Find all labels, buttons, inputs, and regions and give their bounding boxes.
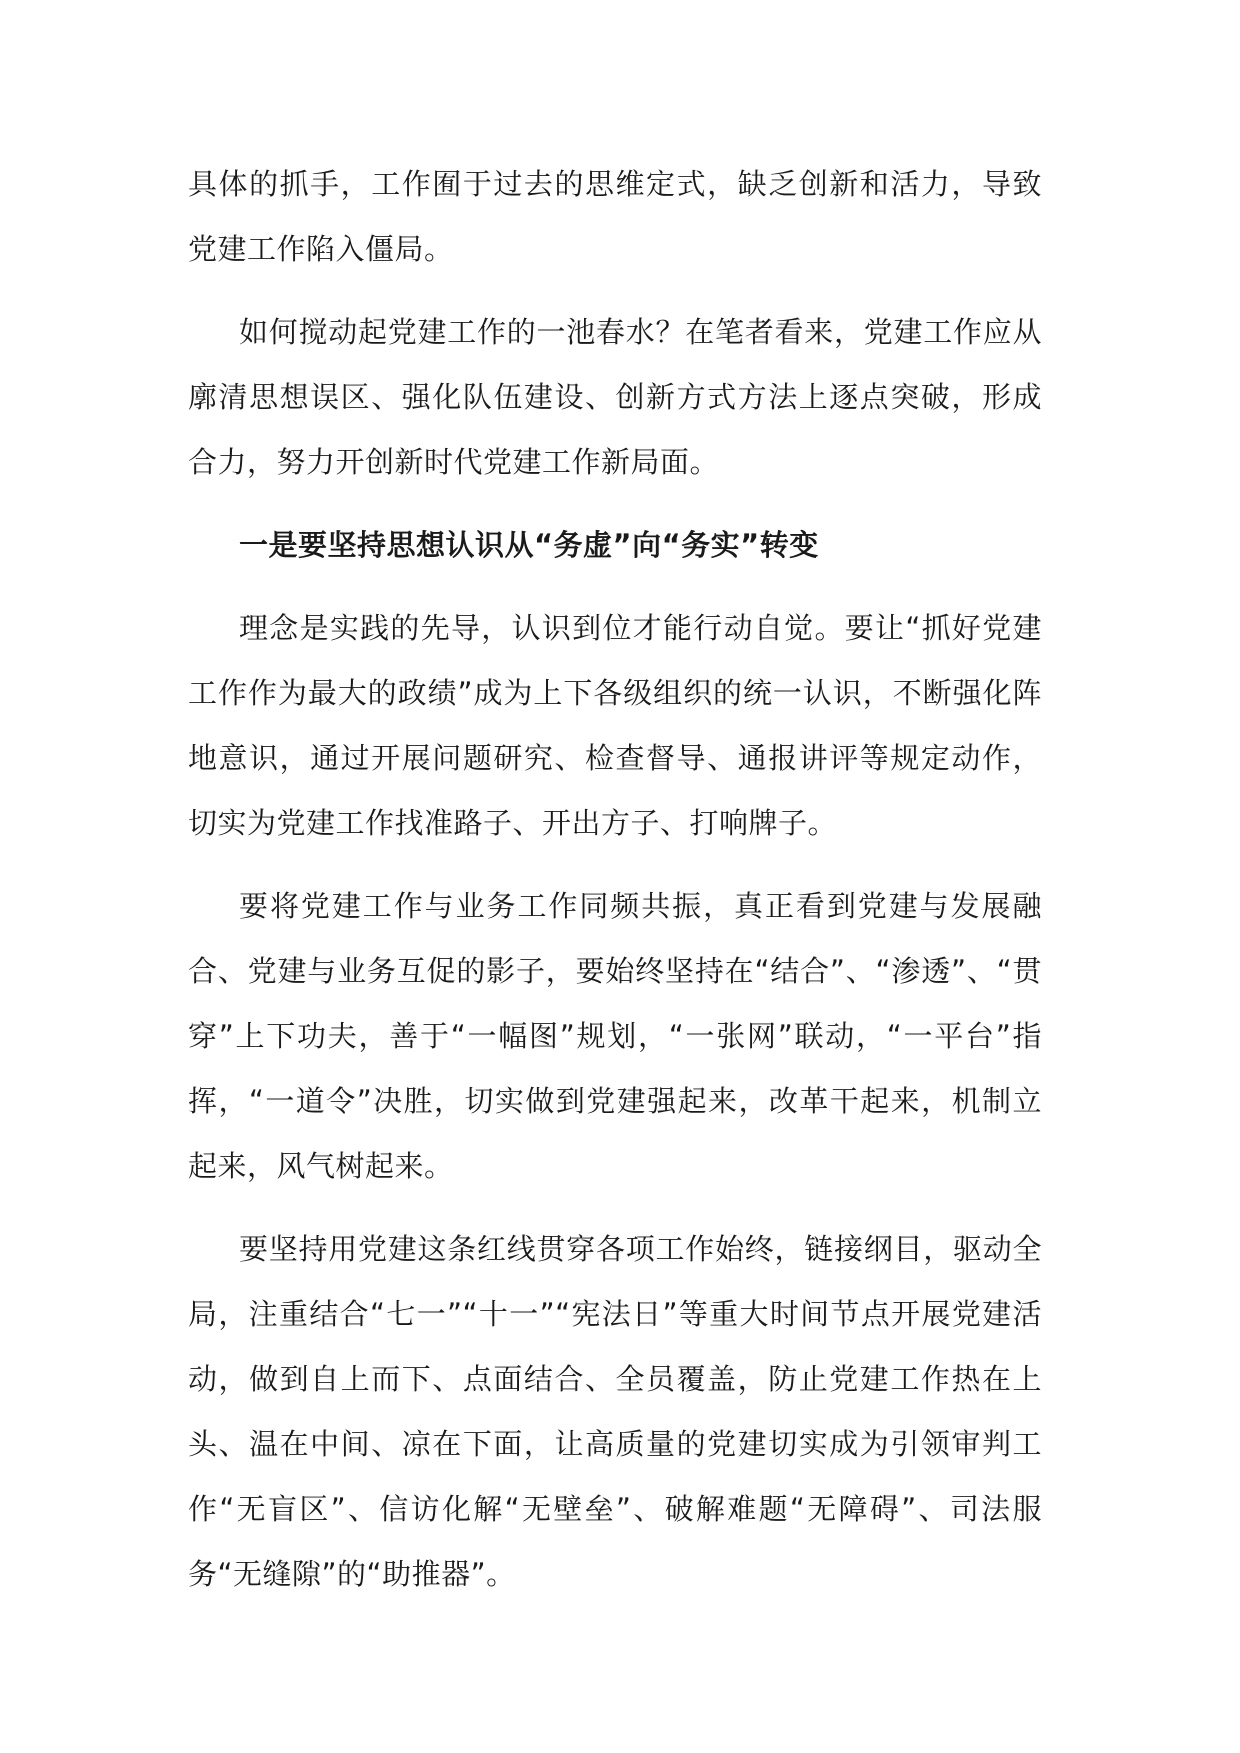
paragraph-body-1: 理念是实践的先导，认识到位才能行动自觉。要让“抓好党建工作作为最大的政绩”成为上下各级组织的统一认识，不断强化阵地意识，通过开展问题研究、检查督导、通报讲评等规定动作，切实为党建工作找准路子、开出方子、打响牌子。	[188, 611, 1042, 840]
paragraph-body-2: 要将党建工作与业务工作同频共振，真正看到党建与发展融合、党建与业务互促的影子，要始终坚持在“结合”、“渗透”、“贯穿”上下功夫，善于“一幅图”规划，“一张网”联动，“一平台”指挥，“一道令”决胜，切实做到党建强起来，改革干起来，机制立起来，风气树起来。	[188, 889, 1042, 1183]
paragraph-intro: 如何搅动起党建工作的一池春水？在笔者看来，党建工作应从廓清思想误区、强化队伍建设、创新方式方法上逐点突破，形成合力，努力开创新时代党建工作新局面。	[188, 315, 1042, 479]
paragraph-body-3: 要坚持用党建这条红线贯穿各项工作始终，链接纲目，驱动全局，注重结合“七一”“十一”“宪法日”等重大时间节点开展党建活动，做到自上而下、点面结合、全员覆盖，防止党建工作热在上头、温在中间、凉在下面，让高质量的党建切实成为引领审判工作“无盲区”、信访化解“无壁垒”、破解难题“无障碍”、司法服务“无缝隙”的“助推器”。	[188, 1232, 1042, 1591]
paragraph-continuation: 具体的抓手，工作囿于过去的思维定式，缺乏创新和活力，导致党建工作陷入僵局。	[188, 167, 1042, 266]
section-heading: 一是要坚持思想认识从“务虚”向“务实”转变	[239, 528, 819, 562]
document-body	[188, 152, 1042, 1625]
